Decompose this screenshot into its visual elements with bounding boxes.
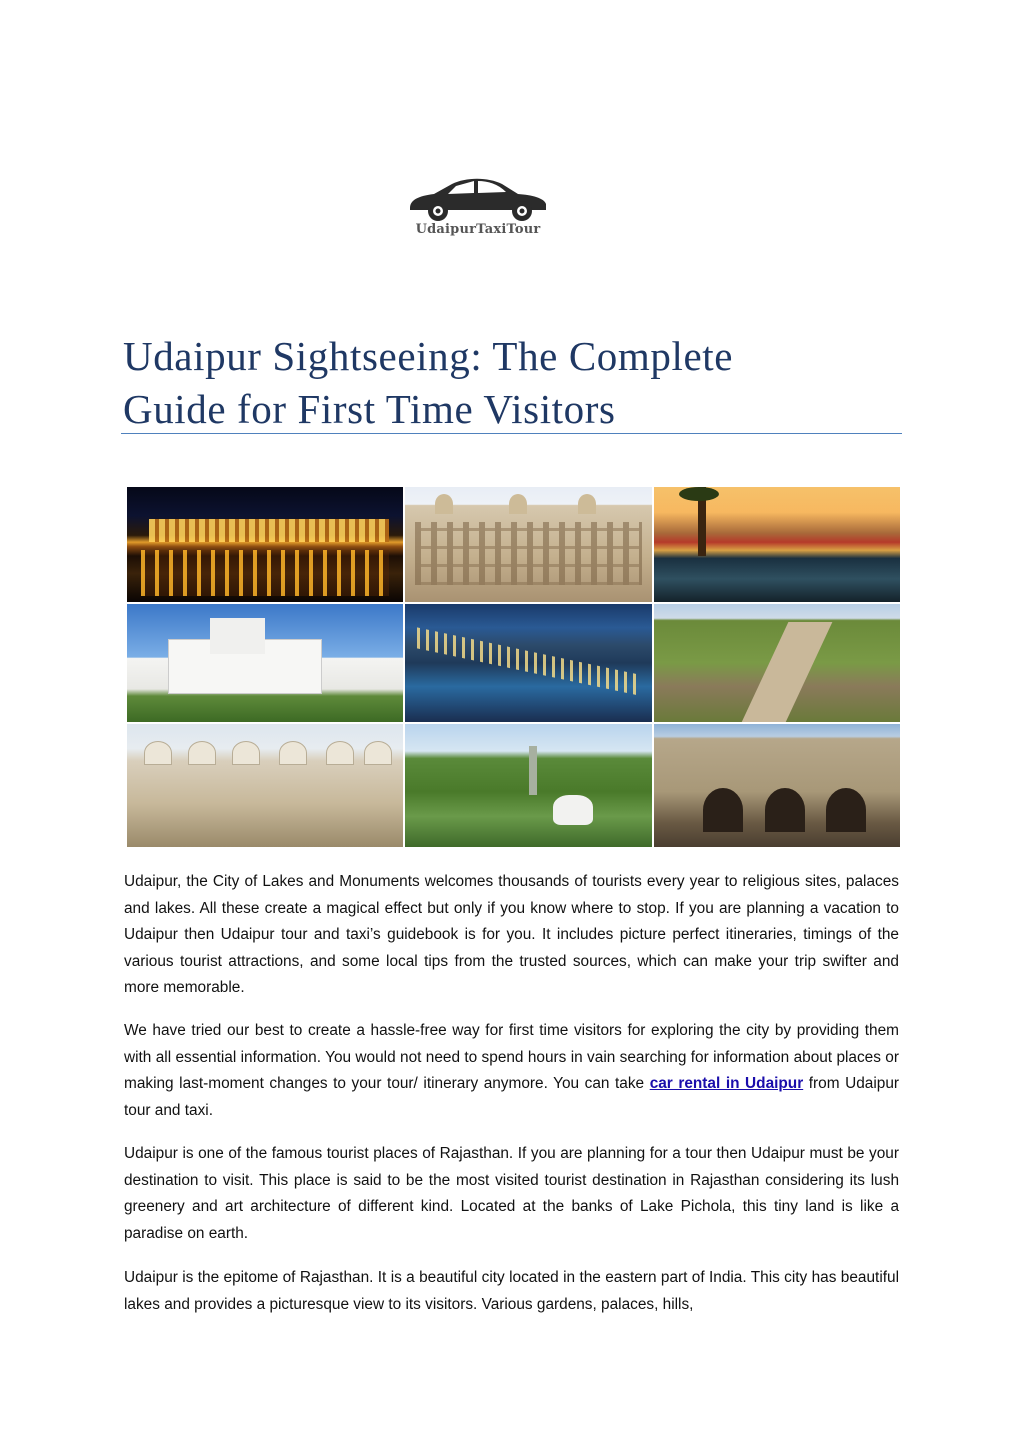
car-icon bbox=[404, 174, 552, 224]
photo-haveli bbox=[654, 724, 900, 847]
photo-lake-dusk bbox=[405, 604, 652, 722]
photo-city-palace bbox=[405, 487, 652, 602]
paragraph-text: We have tried our best to create a hassle-free way for first time visitors for exploring the city by providing them with all essential information. You would not need to spend hours in vain searching for information about places or making last-moment changes to your tour/ itinerary anymore. You can take bbox=[124, 1022, 899, 1092]
photo-garden bbox=[405, 724, 652, 847]
brand-name: UdaipurTaxiTour bbox=[415, 222, 541, 237]
car-rental-link[interactable]: car rental in Udaipur bbox=[649, 1075, 804, 1092]
photo-cenotaphs bbox=[127, 724, 403, 847]
photo-monsoon-palace bbox=[127, 604, 403, 722]
title-underline bbox=[121, 433, 902, 434]
photo-night-palace bbox=[127, 487, 403, 602]
page-title bbox=[123, 330, 903, 436]
brand-logo bbox=[404, 174, 552, 244]
paragraph-hassle-free bbox=[124, 1018, 899, 1124]
title-line-2: Guide for First Time Visitors bbox=[123, 386, 616, 432]
paragraph-text: from Udaipur tour and taxi. bbox=[124, 1075, 899, 1119]
paragraph-intro: Udaipur, the City of Lakes and Monuments welcomes thousands of tourists every year to religious sites, palaces and lakes. All these create a magical effect but only if you know where to stop. If you are planning a vacation to Udaipur then Udaipur tour and taxi’s guidebook is for you. It includes picture perfect itineraries, timings of the various tourist attractions, and some local tips from the trusted sources, which can make your trip swifter and more memorable. bbox=[124, 873, 899, 996]
photo-collage bbox=[127, 487, 900, 847]
photo-lake-sunset bbox=[654, 487, 900, 602]
paragraph-famous-places: Udaipur is one of the famous tourist places of Rajasthan. If you are planning for a tour then Udaipur must be your destination to visit. This place is said to be the most visited tourist destination in Rajasthan considering its lush greenery and art architecture of different kind. Located at the banks of Lake Pichola, this tiny land is like a paradise on earth. bbox=[124, 1145, 899, 1242]
title-line-1: Udaipur Sightseeing: The Complete bbox=[123, 333, 734, 379]
paragraph-epitome: Udaipur is the epitome of Rajasthan. It is a beautiful city located in the eastern part of India. This city has beautiful lakes and provides a picturesque view to its visitors. Various gardens, palaces, hills, bbox=[124, 1269, 899, 1313]
photo-fort-walls bbox=[654, 604, 900, 722]
